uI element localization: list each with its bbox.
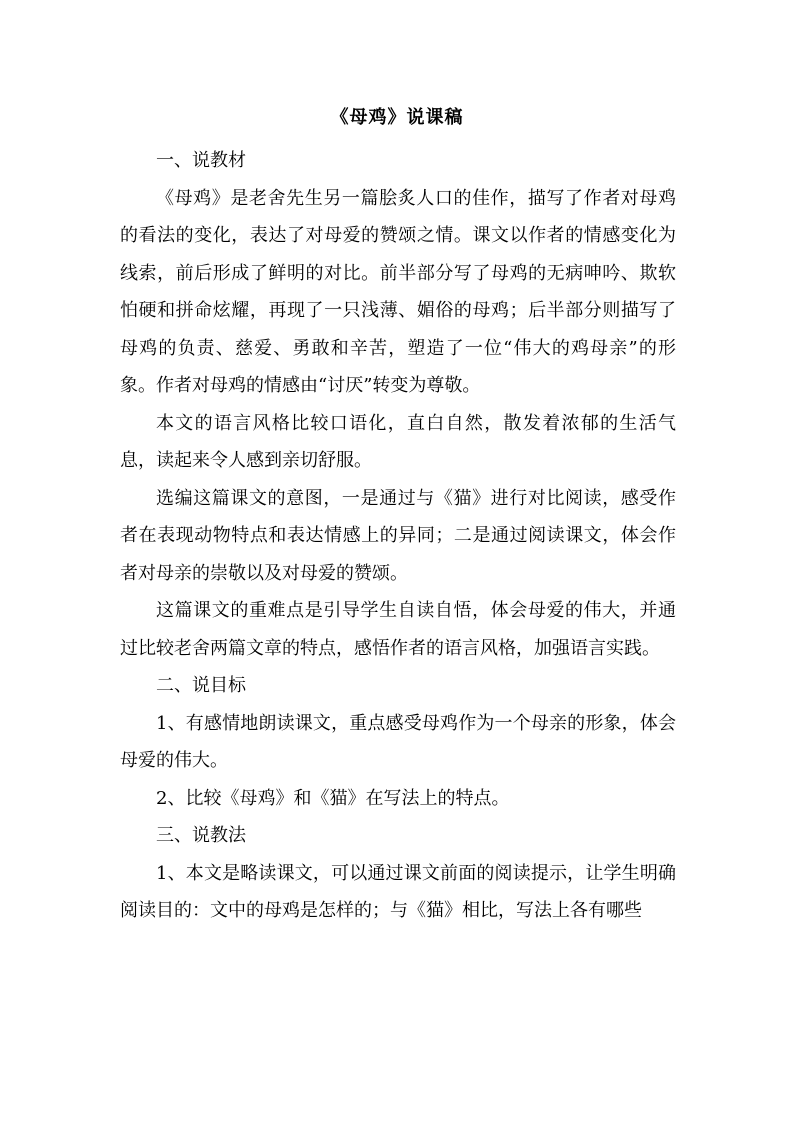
goal-item-2: 2、比较《母鸡》和《猫》在写法上的特点。 — [156, 787, 510, 809]
paragraph-editing-intent: 选编这篇课文的意图，一是通过与《猫》进行对比阅读，感受作者在表现动物特点和表达情感上的异同；二是通过阅读课文，体会作者对母亲的崇敬以及对母爱的赞颂。 — [120, 487, 676, 584]
method-item-1: 1、本文是略读课文，可以通过课文前面的阅读提示，让学生明确阅读目的：文中的母鸡是怎样的；与《猫》相比，写法上各有哪些 — [120, 862, 676, 921]
goal-item-1: 1、有感情地朗读课文，重点感受母鸡作为一个母亲的形象，体会母爱的伟大。 — [120, 712, 676, 771]
document-title: 《母鸡》说课稿 — [330, 107, 464, 128]
paragraph-key-difficulties: 这篇课文的重难点是引导学生自读自悟，体会母爱的伟大，并通过比较老舍两篇文章的特点，感悟作者的语言风格，加强语言实践。 — [120, 600, 676, 659]
section-heading-teaching-method: 三、说教法 — [156, 825, 246, 846]
section-heading-goals: 二、说目标 — [156, 675, 246, 696]
section-heading-teaching-material: 一、说教材 — [156, 150, 246, 171]
document-body — [120, 142, 676, 930]
paragraph-language-style: 本文的语言风格比较口语化，直白自然，散发着浓郁的生活气息，读起来令人感到亲切舒服。 — [120, 412, 676, 471]
paragraph-text-intro: 《母鸡》是老舍先生另一篇脍炙人口的佳作，描写了作者对母鸡的看法的变化，表达了对母爱的赞颂之情。课文以作者的情感变化为线索，前后形成了鲜明的对比。前半部分写了母鸡的无病呻吟、欺软怕硬和拼命炫耀，再现了一只浅薄、媚俗的母鸡；后半部分则描写了母鸡的负责、慈爱、勇敢和辛苦，塑造了一位“伟大的鸡母亲”的形象。作者对母鸡的情感由“讨厌”转变为尊敬。 — [120, 187, 676, 396]
